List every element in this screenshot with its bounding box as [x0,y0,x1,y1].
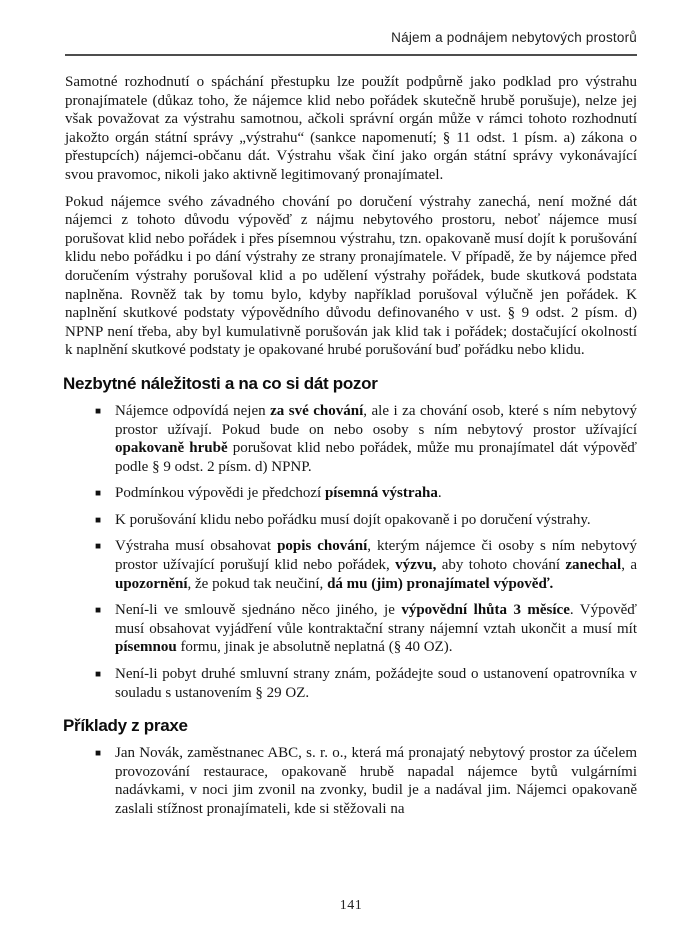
page-body [65,73,637,819]
bullet-text: K porušování klidu nebo pořádku musí dojít opakovaně i po doručení výstrahy. [115,511,591,528]
section-heading-examples: Příklady z praxe [63,716,188,736]
bullet-text: Podmínkou výpovědi je předchozí písemná výstraha. [115,485,442,502]
bullet-text: Není-li pobyt druhé smluvní strany znám, požádejte soud o ustanovení opatrovníka v souladu s ustanovením § 29 OZ. [115,666,637,701]
intro-paragraph-2: Pokud nájemce svého závadného chování po doručení výstrahy zanechá, není možné dát nájemci z tohoto důvodu výpověď z nájmu nebytového prostoru, neboť nájemce musí porušovat klid nebo pořádek i přes písemnou výstrahu, tzn. opakovaně musí dojít k porušování klidu nebo pořádku i po dání výstrahy ze strany pronajímatele. V případě, že by nájemce před doručením výstrahy porušoval klid a po udělení výstrahy pořádek, bude skutková podstata naplněna. Rovněž tak by tomu bylo, kdyby například porušoval výlučně jen pořádek. K naplnění skutkové podstaty výpovědního důvodu definovaného v ust. § 9 odst. 2 písm. d) NPNP není třeba, aby byl kumulativně porušován jak klid tak i pořádek; dostačující okolností k naplnění skutkové podstaty je opakované hrubé porušování buď pořádku nebo klidu. [65,193,637,359]
bullet-square-icon: ■ [95,669,102,681]
bullet-item [65,484,637,503]
bullet-text: Nájemce odpovídá nejen za své chování, ale i za chování osob, které s ním nebytový prostor užívají. Pokud bude on nebo osoby s ním nebytový prostor užívající opakovaně hrubě porušovat klid nebo pořádek, může mu pronajímatel dát výpověď podle § 9 odst. 2 písm. d) NPNP. [115,402,637,475]
section-heading-necessities: Nezbytné náležitosti a na co si dát pozor [63,373,378,393]
bullet-item [65,511,637,530]
bullet-square-icon: ■ [95,405,102,417]
bullet-square-icon: ■ [95,514,102,526]
bullet-text: Není-li ve smlouvě sjednáno něco jiného, je výpovědní lhůta 3 měsíce. Výpověď musí obsahovat vyjádření vůle kontraktační strany nájemní vztah ukončit a musí mít písemnou formu, jinak je absolutně neplatná (§ 40 OZ). [115,602,637,656]
bullet-list-necessities [65,402,637,702]
bullet-square-icon: ■ [95,541,102,553]
bullet-item [65,744,637,818]
intro-paragraph-1: Samotné rozhodnutí o spáchání přestupku lze použít podpůrně jako podklad pro výstrahu pronajímatele (důkaz toho, že nájemce klid nebo pořádek skutečně hrubě porušuje), nelze jej však považovat za výstrahu samotnou, ačkoli správní orgán může v rámci tohoto rozhodnutí jakožto orgán státní správy „výstrahu“ (sankce napomenutí; § 11 odst. 1 písm. a) zákona o přestupcích) nájemci-občanu dát. Výstrahu však činí jako orgán státní správy vykonávající svou pravomoc, nikoli jako aktivně legitimovaný pronajímatel. [65,74,637,183]
section-examples [65,716,637,818]
bullet-text: Výstraha musí obsahovat popis chování, kterým nájemce či osoby s ním nebytový prostor užívající porušují klid nebo pořádek, výzvu, aby tohoto chování zanechal, a upozornění, že pokud tak neučiní, dá mu (jim) pronajímatel výpověď. [115,538,638,592]
page-number: 141 [339,898,363,913]
bullet-item [65,537,637,593]
bullet-item [65,402,637,476]
running-title: Nájem a podnájem nebytových prostorů [391,30,637,45]
page-footer [65,896,637,914]
bullet-square-icon: ■ [95,488,102,500]
bullet-text: Jan Novák, zaměstnanec ABC, s. r. o., která má pronajatý nebytový prostor za účelem provozování restaurace, opakovaně hrubě napadal nájemce bytů vulgárními nadávkami, v noci jim zvonil na zvonky, budil je a nadával jim. Nájemci opakovaně zaslali stížnost pronajímateli, kde si stěžovali na [115,745,637,817]
page-header [65,30,637,56]
bullet-square-icon: ■ [95,748,102,760]
bullet-item [65,601,637,657]
bullet-item [65,665,637,702]
bullet-list-examples [65,744,637,818]
header-rule [65,54,637,56]
section-necessities [65,374,637,702]
bullet-square-icon: ■ [95,605,102,617]
